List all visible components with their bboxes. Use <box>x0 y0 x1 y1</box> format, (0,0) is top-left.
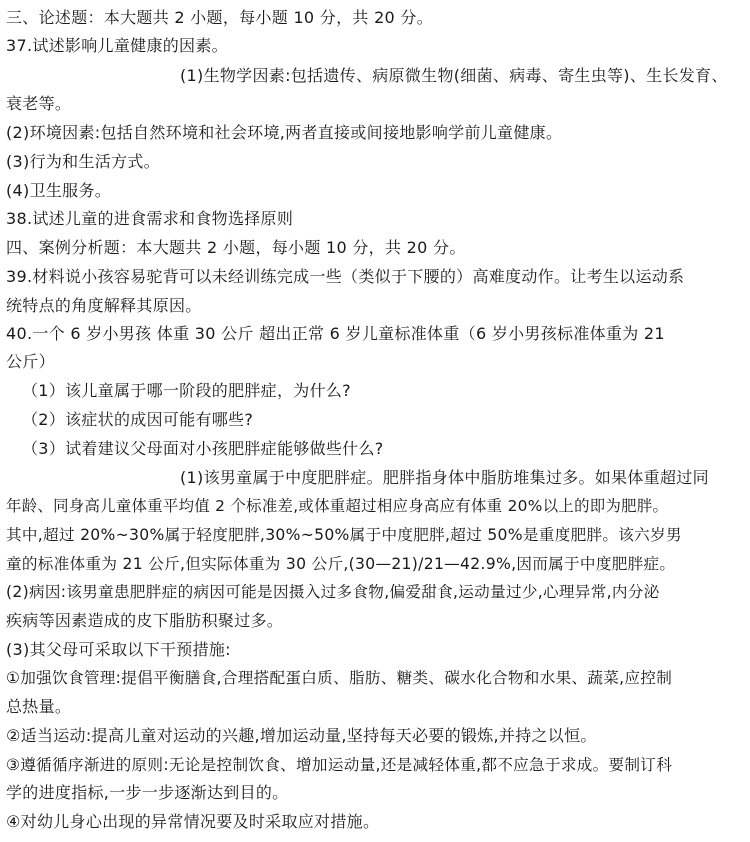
answer-37-point-3: (3)行为和生活方式。 <box>6 152 160 171</box>
question-40-line-1: 40.一个 6 岁小男孩 体重 30 公斤 超出正常 6 岁儿童标准体重（6 岁小男孩标准体重为 21 <box>6 324 665 343</box>
answer-37-point-2: (2)环境因素:包括自然环境和社会环境,两者直接或间接地影响学前儿童健康。 <box>6 123 563 142</box>
answer-37-point-4: (4)卫生服务。 <box>6 181 112 200</box>
question-37: 37.试述影响儿童健康的因素。 <box>6 36 228 55</box>
answer-37-line-2: 衰老等。 <box>6 94 72 113</box>
answer-40-line-2: 年龄、同身高儿童体重平均值 2 个标准差,或体重超过相应身高应有体重 20%以上的即为肥胖。 <box>6 497 669 515</box>
question-39-line-2: 统特点的角度解释其原因。 <box>6 296 202 315</box>
answer-40-cause-2: 疾病等因素造成的皮下脂肪积聚过多。 <box>6 611 284 630</box>
answer-40-measure-3-line-1: ③遵循循序渐进的原则:无论是控制饮食、增加运动量,还是减轻体重,都不应急于求成。要制订科 <box>6 756 673 774</box>
answer-40-line-1: (1)该男童属于中度肥胖症。肥胖指身体中脂肪堆集过多。如果体重超过同 <box>180 468 709 487</box>
section-heading-essay: 三、论述题：本大题共 2 小题，每小题 10 分，共 20 分。 <box>6 8 434 27</box>
question-39-line-1: 39.材料说小孩容易驼背可以未经训练完成一些（类似于下腰的）高难度动作。让考生以运动系 <box>6 267 685 286</box>
question-40-sub-3: （3）试着建议父母面对小孩肥胖症能够做些什么? <box>22 439 384 458</box>
question-40-sub-1: （1）该儿童属于哪一阶段的肥胖症，为什么? <box>22 381 351 400</box>
answer-40-measure-1-line-2: 总热量。 <box>6 697 72 716</box>
answer-40-line-3: 其中,超过 20%~30%属于轻度肥胖,30%~50%属于中度肥胖,超过 50%是重度肥胖。该六岁男 <box>6 526 682 544</box>
answer-40-measure-1-line-1: ①加强饮食管理:提倡平衡膳食,合理搭配蛋白质、脂肪、糖类、碳水化合物和水果、蔬菜,应控制 <box>6 669 673 687</box>
answer-40-measures-heading: (3)其父母可采取以下干预措施: <box>6 640 231 659</box>
question-40-sub-2: （2）该症状的成因可能有哪些? <box>22 410 254 429</box>
answer-40-measure-4: ④对幼儿身心出现的异常情况要及时采取应对措施。 <box>6 812 380 831</box>
answer-40-line-4: 童的标准体重为 21 公斤,但实际体重为 30 公斤,(30—21)/21—42.9%,因而属于中度肥胖症。 <box>6 555 676 573</box>
section-heading-case: 四、案例分析题：本大题共 2 小题，每小题 10 分，共 20 分。 <box>6 238 466 257</box>
question-40-line-2: 公斤） <box>6 352 55 371</box>
answer-40-cause-1: (2)病因:该男童患肥胖症的病因可能是因摄入过多食物,偏爱甜食,运动量过少,心理异常,内分泌 <box>6 583 660 601</box>
answer-37-line-1: (1)生物学因素:包括遗传、病原微生物(细菌、病毒、寄生虫等)、生长发育、 <box>180 66 728 85</box>
answer-40-measure-3-line-2: 学的进度指标,一步一步逐渐达到目的。 <box>6 783 289 802</box>
answer-40-measure-2: ②适当运动:提高儿童对运动的兴趣,增加运动量,坚持每天必要的锻炼,并持之以恒。 <box>6 726 597 745</box>
question-38: 38.试述儿童的进食需求和食物选择原则 <box>6 209 294 228</box>
